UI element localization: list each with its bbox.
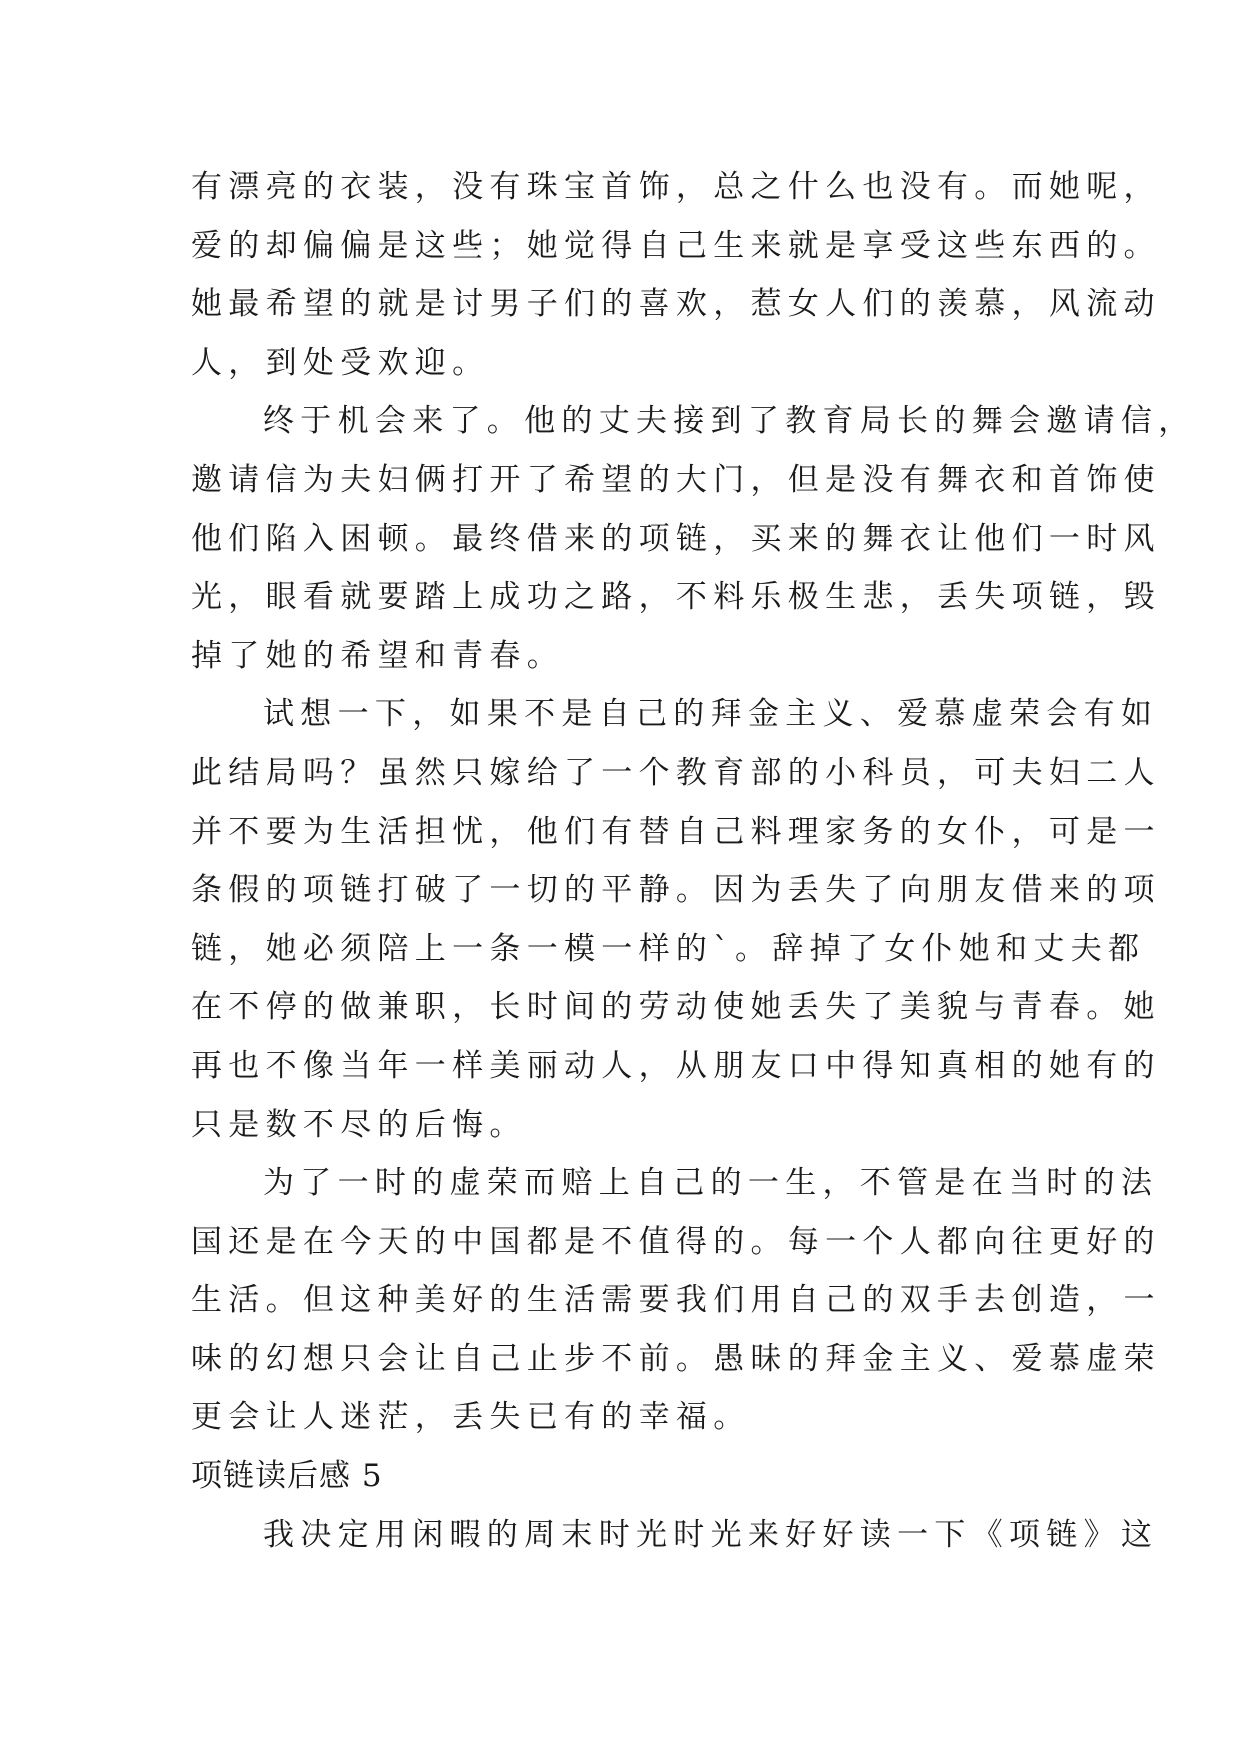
text-line: 并不要为生活担忧，他们有替自己料理家务的女仆，可是一 bbox=[191, 813, 1161, 850]
text-line: 国还是在今天的中国都是不值得的。每一个人都向往更好的 bbox=[191, 1223, 1161, 1260]
text-line: 他们陷入困顿。最终借来的项链，买来的舞衣让他们一时风 bbox=[191, 520, 1161, 557]
text-line: 味的幻想只会让自己止步不前。愚昧的拜金主义、爱慕虚荣 bbox=[191, 1340, 1161, 1377]
text-line: 光，眼看就要踏上成功之路，不料乐极生悲，丢失项链，毁 bbox=[191, 579, 1161, 616]
paragraph-start-line: 终于机会来了。他的丈夫接到了教育局长的舞会邀请信， bbox=[263, 403, 1196, 440]
text-line: 只是数不尽的后悔。 bbox=[191, 1106, 527, 1143]
text-line: 她最希望的就是讨男子们的喜欢，惹女人们的羡慕，风流动 bbox=[191, 286, 1161, 323]
paragraph-start-line: 试想一下，如果不是自己的拜金主义、爱慕虚荣会有如 bbox=[263, 696, 1159, 733]
text-line: 生活。但这种美好的生活需要我们用自己的双手去创造，一 bbox=[191, 1282, 1161, 1319]
text-line: 此结局吗？虽然只嫁给了一个教育部的小科员，可夫妇二人 bbox=[191, 754, 1161, 791]
text-line: 邀请信为夫妇俩打开了希望的大门，但是没有舞衣和首饰使 bbox=[191, 461, 1161, 498]
text-line: 掉了她的希望和青春。 bbox=[191, 637, 564, 674]
text-line: 人，到处受欢迎。 bbox=[191, 344, 490, 381]
text-line: 有漂亮的衣装，没有珠宝首饰，总之什么也没有。而她呢， bbox=[191, 169, 1161, 205]
text-line: 条假的项链打破了一切的平静。因为丢失了向朋友借来的项 bbox=[191, 872, 1161, 909]
paragraph-start-line: 为了一时的虚荣而赔上自己的一生，不管是在当时的法 bbox=[263, 1165, 1159, 1202]
text-line: 再也不像当年一样美丽动人，从朋友口中得知真相的她有的 bbox=[191, 1047, 1161, 1084]
section-heading: 项链读后感 5 bbox=[191, 1458, 383, 1495]
text-line: 链，她必须陪上一条一模一样的`。辞掉了女仆她和丈夫都 bbox=[191, 930, 1146, 967]
paragraph-start-line: 我决定用闲暇的周末时光时光来好好读一下《项链》这 bbox=[263, 1516, 1159, 1553]
text-line: 更会让人迷茫，丢失已有的幸福。 bbox=[191, 1399, 751, 1436]
text-line: 爱的却偏偏是这些；她觉得自己生来就是享受这些东西的。 bbox=[191, 227, 1161, 264]
document-body bbox=[191, 158, 1196, 1564]
text-line: 在不停的做兼职，长时间的劳动使她丢失了美貌与青春。她 bbox=[191, 989, 1161, 1026]
